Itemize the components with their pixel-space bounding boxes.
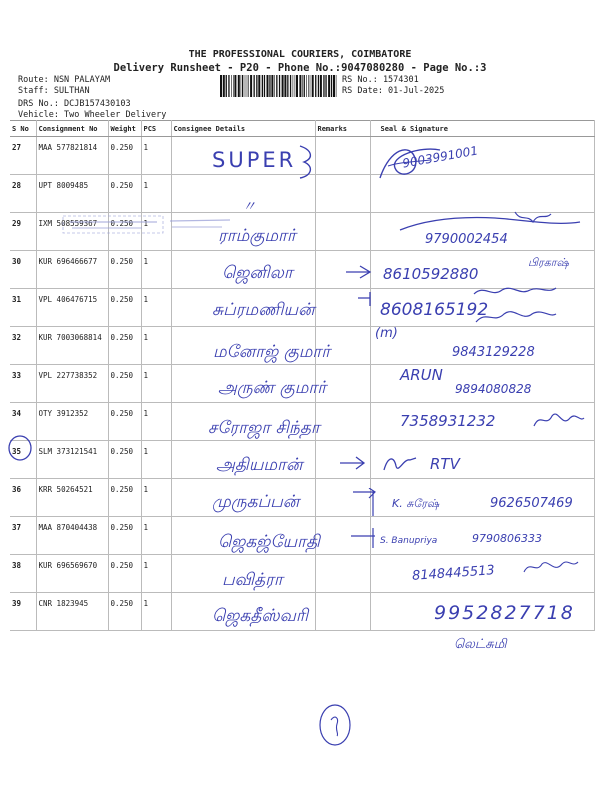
col-consignee: Consignee Details	[171, 121, 315, 137]
cell-remarks	[315, 555, 370, 593]
route-label: Route: NSN PALAYAM	[18, 75, 111, 85]
cell-weight: 0.250	[108, 403, 141, 441]
handwritten-sign-39: லெட்சுமி	[454, 637, 507, 652]
cell-sno: 28	[10, 175, 36, 213]
handwritten-sign-36: K. சுரேஷ்	[392, 497, 440, 510]
rs-date: RS Date: 01-Jul-2025	[342, 86, 445, 96]
handwritten-name-38: பவித்ரா	[222, 570, 283, 590]
cell-weight: 0.250	[108, 555, 141, 593]
signature-27	[370, 138, 450, 188]
cell-weight: 0.250	[108, 213, 141, 251]
cell-remarks	[315, 175, 370, 213]
handwritten-phone-39: 9952827718	[434, 602, 575, 624]
circle-mark-35	[6, 433, 34, 463]
cell-pcs: 1	[141, 441, 171, 479]
handwritten-sign-33: ARUN	[400, 366, 443, 384]
cell-consignment-no: VPL 227738352	[36, 365, 108, 403]
cell-weight: 0.250	[108, 479, 141, 517]
handwritten-sign-35: RTV	[430, 455, 460, 473]
cell-consignment-no: IXM 508559367	[36, 213, 108, 251]
cell-pcs: 1	[141, 555, 171, 593]
handwritten-name-32: மனோஜ் குமார்	[213, 342, 331, 362]
drs-label: DRS No.: DCJB157430103	[18, 99, 131, 109]
handwritten-name-30: ஜெனிலா	[222, 263, 293, 283]
col-remarks: Remarks	[315, 121, 370, 137]
cell-remarks	[315, 213, 370, 251]
signature-34	[530, 408, 585, 434]
handwritten-name-37: ஜெகஜ்யோதி	[218, 532, 320, 552]
handwritten-name-29: ராம்குமார்	[218, 226, 296, 246]
cell-consignment-no: VPL 406476715	[36, 289, 108, 327]
handwritten-bracket-27	[296, 144, 318, 180]
signature-35	[380, 452, 420, 476]
signature-31-32	[470, 284, 560, 328]
barcode	[220, 75, 338, 97]
cell-consignment-no: KUR 696569670	[36, 555, 108, 593]
document-subtitle: Delivery Runsheet - P20 - Phone No.:9047080280 - Page No.:3	[113, 62, 487, 74]
cell-sno: 34	[10, 403, 36, 441]
handwritten-name-39: ஜெகதீஸ்வரி	[212, 606, 309, 626]
cell-sno: 27	[10, 137, 36, 175]
handwritten-name-27: SUPER	[212, 148, 297, 172]
rs-number: RS No.: 1574301	[342, 75, 419, 85]
cell-pcs: 1	[141, 403, 171, 441]
cell-sno: 39	[10, 593, 36, 631]
cell-weight: 0.250	[108, 251, 141, 289]
cell-consignment-no: KUR 696466677	[36, 251, 108, 289]
handwritten-name-36: முருகப்பன்	[212, 492, 300, 512]
handwritten-phone-34: 7358931232	[400, 412, 496, 430]
cell-weight: 0.250	[108, 593, 141, 631]
cell-consignment-no: KUR 7003068814	[36, 327, 108, 365]
ditto-mark-28: 〃	[242, 199, 256, 215]
cell-sno: 38	[10, 555, 36, 593]
document-title: THE PROFESSIONAL COURIERS, COIMBATORE	[188, 49, 412, 60]
table-row	[10, 175, 594, 213]
handwritten-phone-36: 9626507469	[490, 496, 573, 511]
handwritten-name-35: அதியமான்	[216, 455, 303, 475]
cell-pcs: 1	[141, 327, 171, 365]
handwritten-phone-37: 9790806333	[472, 532, 542, 545]
cell-sno: 35	[10, 441, 36, 479]
vehicle-label: Vehicle: Two Wheeler Delivery	[18, 110, 167, 120]
handwritten-name-33: அருண் குமார்	[218, 378, 327, 398]
table-header-row	[10, 121, 594, 137]
cell-consignment-no: SLM 373121541	[36, 441, 108, 479]
cell-consignment-no: MAA 870404438	[36, 517, 108, 555]
cell-pcs: 1	[141, 213, 171, 251]
cell-sno: 37	[10, 517, 36, 555]
cell-pcs: 1	[141, 251, 171, 289]
handwritten-phone-32: 9843129228	[452, 345, 535, 360]
cell-sno: 36	[10, 479, 36, 517]
col-pcs: PCS	[141, 121, 171, 137]
cell-weight: 0.250	[108, 175, 141, 213]
cell-sno: 31	[10, 289, 36, 327]
cell-weight: 0.250	[108, 289, 141, 327]
handwritten-phone-27: 9003991001	[401, 143, 479, 171]
cell-pcs: 1	[141, 365, 171, 403]
handwritten-phone-29: 9790002454	[425, 232, 508, 247]
col-consignment: Consignment No	[36, 121, 108, 137]
cell-pcs: 1	[141, 593, 171, 631]
cell-pcs: 1	[141, 517, 171, 555]
handwritten-sign-37: S. Banupriya	[380, 536, 438, 546]
cell-sno: 30	[10, 251, 36, 289]
handwritten-phone-33: 9894080828	[455, 382, 532, 396]
col-weight: Weight	[108, 121, 141, 137]
cell-pcs: 1	[141, 137, 171, 175]
cell-pcs: 1	[141, 289, 171, 327]
handwritten-mark-32: (m)	[375, 326, 398, 341]
cell-consignment-no: MAA 577821814	[36, 137, 108, 175]
cell-pcs: 1	[141, 175, 171, 213]
cell-sno: 29	[10, 213, 36, 251]
cell-pcs: 1	[141, 479, 171, 517]
signature-38	[520, 556, 580, 580]
handwritten-phone-31: 8608165192	[380, 300, 489, 320]
page-mark-circle	[315, 700, 355, 750]
cell-consignment-no: UPT 8009485	[36, 175, 108, 213]
cell-remarks	[315, 593, 370, 631]
col-sno: S No	[10, 121, 36, 137]
staff-label: Staff: SULTHAN	[18, 86, 90, 96]
handwritten-sign-30: பிரகாஷ்	[528, 256, 569, 269]
remark-marks-36-37	[345, 488, 385, 558]
cell-weight: 0.250	[108, 517, 141, 555]
handwritten-phone-38: 8148445513	[411, 563, 496, 584]
cell-weight: 0.250	[108, 327, 141, 365]
handwritten-phone-30: 8610592880	[383, 265, 479, 283]
cell-remarks	[315, 137, 370, 175]
cell-consignment-no: OTY 3912352	[36, 403, 108, 441]
cell-weight: 0.250	[108, 137, 141, 175]
cell-consignment-no: CNR 1823945	[36, 593, 108, 631]
table-row	[10, 555, 594, 593]
cell-sno: 33	[10, 365, 36, 403]
faded-stamp	[62, 214, 232, 236]
cell-weight: 0.250	[108, 441, 141, 479]
col-seal-signature: Seal & Signature	[370, 121, 594, 137]
cell-consignment-no: KRR 50264521	[36, 479, 108, 517]
handwritten-name-31: சுப்ரமணியன்	[212, 300, 315, 320]
cell-sno: 32	[10, 327, 36, 365]
cell-weight: 0.250	[108, 365, 141, 403]
handwritten-name-34: சரோஜா சிந்தா	[208, 418, 320, 438]
